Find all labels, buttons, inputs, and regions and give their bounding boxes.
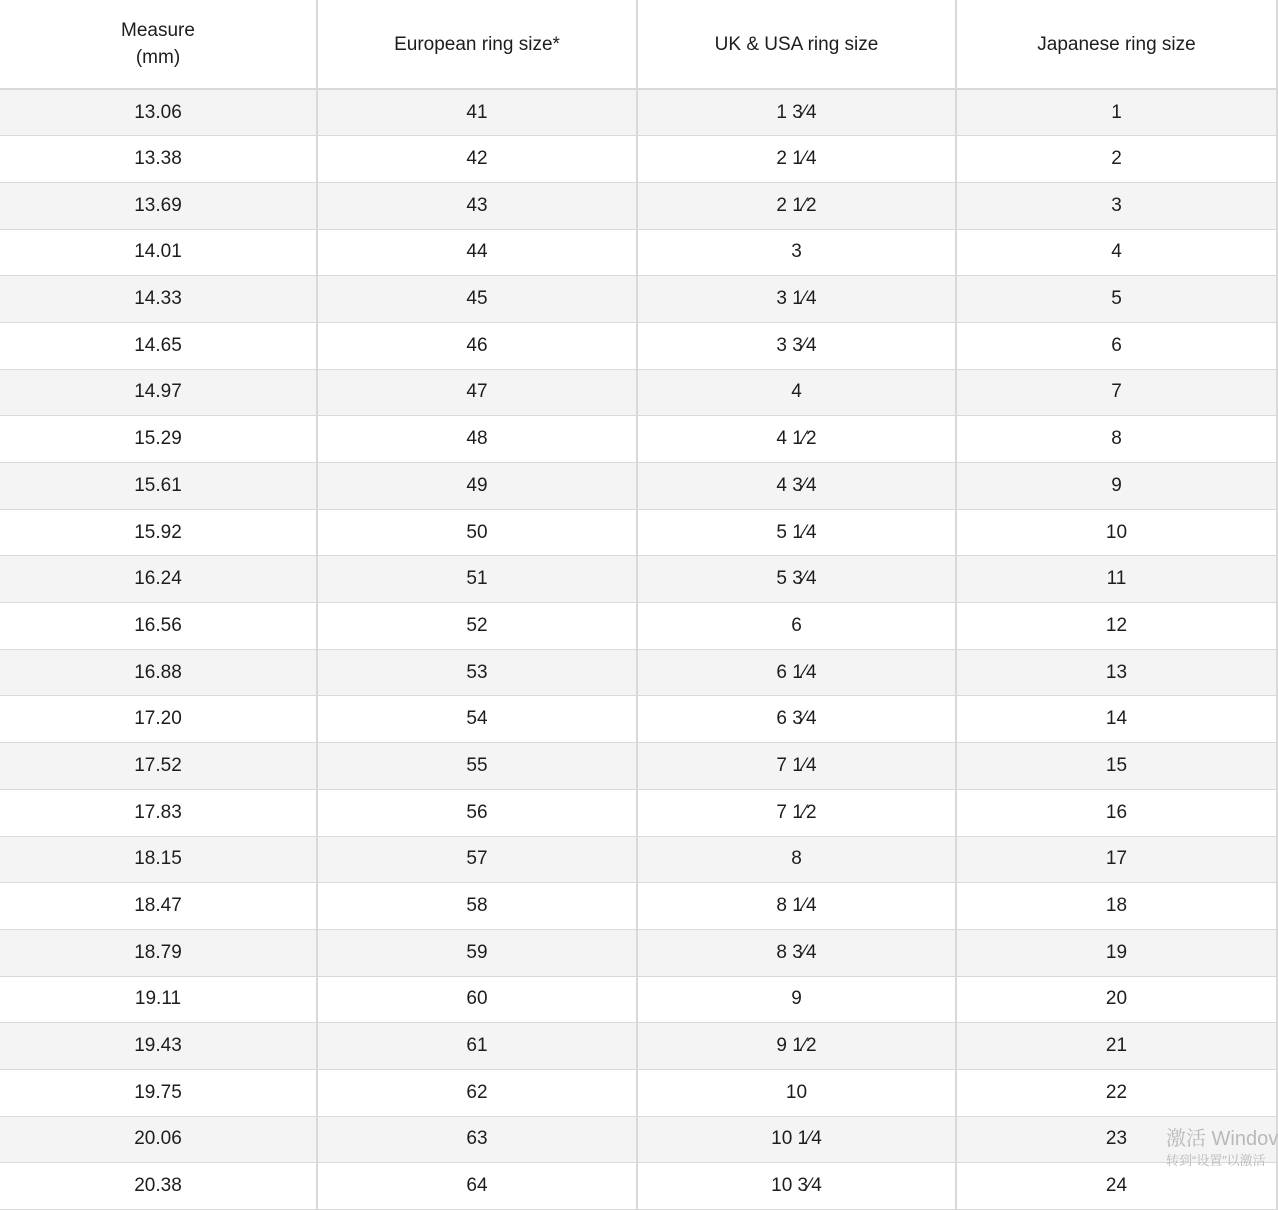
- table-row: [0, 276, 1277, 323]
- table-row: [0, 509, 1277, 556]
- cell-japanese-size: 21: [956, 1023, 1277, 1070]
- cell-uk-usa-size: 1 3⁄4: [637, 89, 956, 136]
- cell-measure-mm: 16.56: [0, 603, 317, 650]
- cell-measure-mm: 17.52: [0, 743, 317, 790]
- cell-measure-mm: 15.92: [0, 509, 317, 556]
- cell-measure-mm: 18.47: [0, 883, 317, 930]
- cell-european-size: 63: [317, 1116, 637, 1163]
- table-row: [0, 696, 1277, 743]
- cell-japanese-size: 6: [956, 322, 1277, 369]
- cell-uk-usa-size: 4 3⁄4: [637, 463, 956, 510]
- cell-european-size: 61: [317, 1023, 637, 1070]
- cell-japanese-size: 19: [956, 929, 1277, 976]
- table-row: [0, 556, 1277, 603]
- cell-uk-usa-size: 6 1⁄4: [637, 649, 956, 696]
- cell-european-size: 60: [317, 976, 637, 1023]
- cell-uk-usa-size: 3: [637, 229, 956, 276]
- cell-european-size: 47: [317, 369, 637, 416]
- table-row: [0, 416, 1277, 463]
- cell-measure-mm: 13.69: [0, 182, 317, 229]
- table-body: [0, 89, 1277, 1210]
- table-row: [0, 976, 1277, 1023]
- cell-uk-usa-size: 6: [637, 603, 956, 650]
- cell-japanese-size: 20: [956, 976, 1277, 1023]
- cell-japanese-size: 16: [956, 789, 1277, 836]
- cell-japanese-size: 23: [956, 1116, 1277, 1163]
- cell-measure-mm: 19.43: [0, 1023, 317, 1070]
- cell-japanese-size: 17: [956, 836, 1277, 883]
- cell-measure-mm: 15.29: [0, 416, 317, 463]
- cell-european-size: 62: [317, 1069, 637, 1116]
- cell-measure-mm: 17.83: [0, 789, 317, 836]
- header-uk-usa: UK & USA ring size: [637, 0, 956, 89]
- table-row: [0, 1023, 1277, 1070]
- table-row: [0, 929, 1277, 976]
- cell-european-size: 59: [317, 929, 637, 976]
- cell-japanese-size: 13: [956, 649, 1277, 696]
- cell-uk-usa-size: 10 1⁄4: [637, 1116, 956, 1163]
- cell-uk-usa-size: 5 1⁄4: [637, 509, 956, 556]
- cell-uk-usa-size: 2 1⁄2: [637, 182, 956, 229]
- cell-japanese-size: 1: [956, 89, 1277, 136]
- cell-european-size: 49: [317, 463, 637, 510]
- cell-european-size: 54: [317, 696, 637, 743]
- table-row: [0, 649, 1277, 696]
- table-row: [0, 743, 1277, 790]
- cell-european-size: 50: [317, 509, 637, 556]
- cell-japanese-size: 8: [956, 416, 1277, 463]
- cell-measure-mm: 18.15: [0, 836, 317, 883]
- cell-measure-mm: 19.11: [0, 976, 317, 1023]
- cell-european-size: 52: [317, 603, 637, 650]
- cell-european-size: 42: [317, 136, 637, 183]
- cell-measure-mm: 14.97: [0, 369, 317, 416]
- table-row: [0, 229, 1277, 276]
- cell-japanese-size: 10: [956, 509, 1277, 556]
- cell-japanese-size: 14: [956, 696, 1277, 743]
- table-row: [0, 603, 1277, 650]
- table-row: [0, 1163, 1277, 1210]
- table-row: [0, 1069, 1277, 1116]
- cell-uk-usa-size: 10 3⁄4: [637, 1163, 956, 1210]
- header-japanese: Japanese ring size: [956, 0, 1277, 89]
- cell-measure-mm: 14.65: [0, 322, 317, 369]
- cell-measure-mm: 16.88: [0, 649, 317, 696]
- table-row: [0, 182, 1277, 229]
- header-measure-unit: (mm): [135, 47, 181, 68]
- cell-japanese-size: 22: [956, 1069, 1277, 1116]
- table-header-row: [0, 0, 1277, 89]
- cell-european-size: 44: [317, 229, 637, 276]
- header-european: European ring size*: [317, 0, 637, 89]
- cell-japanese-size: 2: [956, 136, 1277, 183]
- cell-uk-usa-size: 5 3⁄4: [637, 556, 956, 603]
- cell-european-size: 57: [317, 836, 637, 883]
- table-row: [0, 1116, 1277, 1163]
- cell-european-size: 41: [317, 89, 637, 136]
- cell-uk-usa-size: 7 1⁄4: [637, 743, 956, 790]
- cell-uk-usa-size: 6 3⁄4: [637, 696, 956, 743]
- cell-uk-usa-size: 10: [637, 1069, 956, 1116]
- cell-european-size: 48: [317, 416, 637, 463]
- cell-european-size: 55: [317, 743, 637, 790]
- cell-measure-mm: 13.06: [0, 89, 317, 136]
- cell-measure-mm: 16.24: [0, 556, 317, 603]
- cell-measure-mm: 14.01: [0, 229, 317, 276]
- cell-measure-mm: 18.79: [0, 929, 317, 976]
- header-measure-label: Measure: [121, 20, 195, 41]
- cell-uk-usa-size: 9: [637, 976, 956, 1023]
- watermark-line-1: 激活 Windov: [1166, 1128, 1278, 1150]
- header-measure: [0, 0, 317, 89]
- cell-uk-usa-size: 9 1⁄2: [637, 1023, 956, 1070]
- cell-measure-mm: 20.38: [0, 1163, 317, 1210]
- cell-measure-mm: 14.33: [0, 276, 317, 323]
- cell-measure-mm: 19.75: [0, 1069, 317, 1116]
- cell-uk-usa-size: 4: [637, 369, 956, 416]
- cell-uk-usa-size: 8: [637, 836, 956, 883]
- cell-uk-usa-size: 8 3⁄4: [637, 929, 956, 976]
- cell-european-size: 58: [317, 883, 637, 930]
- cell-european-size: 43: [317, 182, 637, 229]
- cell-european-size: 56: [317, 789, 637, 836]
- table-row: [0, 883, 1277, 930]
- cell-japanese-size: 24: [956, 1163, 1277, 1210]
- cell-measure-mm: 17.20: [0, 696, 317, 743]
- cell-japanese-size: 11: [956, 556, 1277, 603]
- cell-japanese-size: 3: [956, 182, 1277, 229]
- cell-uk-usa-size: 7 1⁄2: [637, 789, 956, 836]
- cell-uk-usa-size: 4 1⁄2: [637, 416, 956, 463]
- watermark-line-2: 转到“设置”以激活: [1166, 1153, 1266, 1168]
- cell-uk-usa-size: 3 1⁄4: [637, 276, 956, 323]
- cell-japanese-size: 4: [956, 229, 1277, 276]
- table-row: [0, 89, 1277, 136]
- cell-european-size: 64: [317, 1163, 637, 1210]
- table-row: [0, 136, 1277, 183]
- cell-japanese-size: 9: [956, 463, 1277, 510]
- cell-measure-mm: 15.61: [0, 463, 317, 510]
- cell-uk-usa-size: 2 1⁄4: [637, 136, 956, 183]
- table-row: [0, 369, 1277, 416]
- cell-japanese-size: 7: [956, 369, 1277, 416]
- cell-japanese-size: 12: [956, 603, 1277, 650]
- table-row: [0, 836, 1277, 883]
- cell-european-size: 53: [317, 649, 637, 696]
- table-row: [0, 463, 1277, 510]
- table-row: [0, 789, 1277, 836]
- cell-uk-usa-size: 8 1⁄4: [637, 883, 956, 930]
- cell-european-size: 45: [317, 276, 637, 323]
- cell-european-size: 46: [317, 322, 637, 369]
- cell-measure-mm: 20.06: [0, 1116, 317, 1163]
- cell-japanese-size: 18: [956, 883, 1277, 930]
- cell-japanese-size: 5: [956, 276, 1277, 323]
- table-row: [0, 322, 1277, 369]
- cell-japanese-size: 15: [956, 743, 1277, 790]
- cell-european-size: 51: [317, 556, 637, 603]
- cell-measure-mm: 13.38: [0, 136, 317, 183]
- cell-uk-usa-size: 3 3⁄4: [637, 322, 956, 369]
